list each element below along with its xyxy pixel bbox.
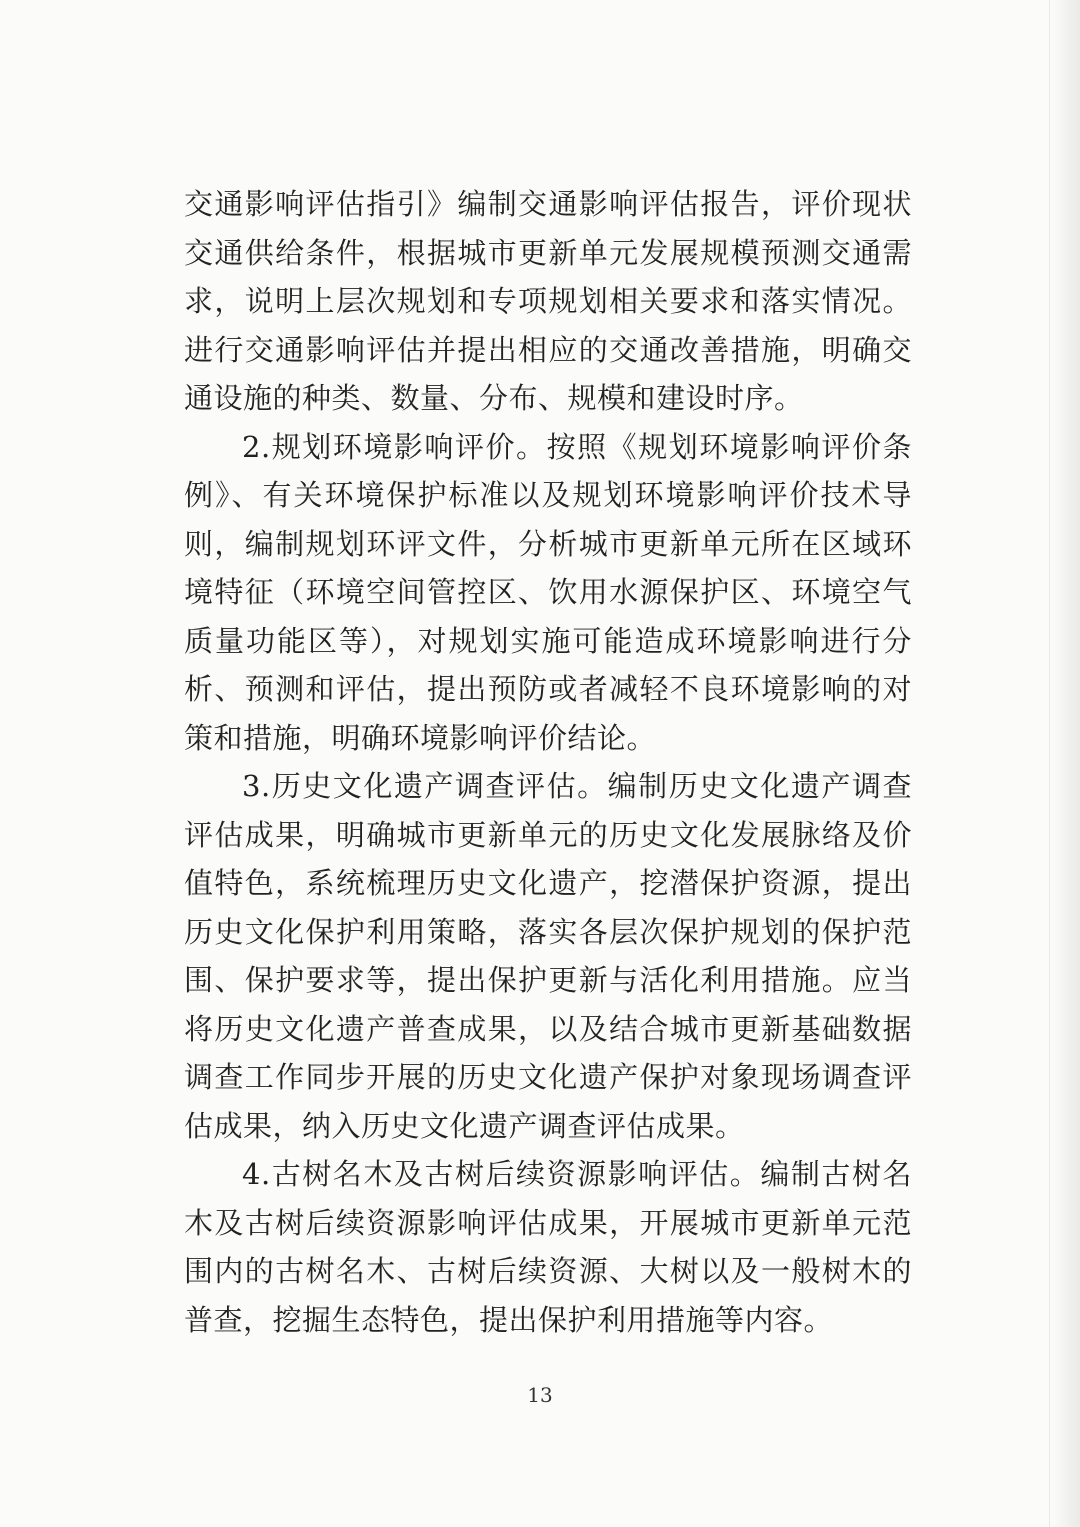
paragraph-traffic-assessment: 交通影响评估指引》编制交通影响评估报告，评价现状交通供给条件，根据城市更新单元发展规模预测交通需求，说明上层次规划和专项规划相关要求和落实情况。进行交通影响评估并提出相应的交通改善措施，明确交通设施的种类、数量、分布、规模和建设时序。 [184, 187, 912, 415]
scan-edge-line [1049, 0, 1050, 1527]
page-number: 13 [527, 1383, 553, 1407]
scan-edge-shadow [1052, 0, 1080, 1527]
document-body [184, 180, 912, 1344]
paragraph-cultural-heritage-survey: 3.历史文化遗产调查评估。编制历史文化遗产调查评估成果，明确城市更新单元的历史文化发展脉络及价值特色，系统梳理历史文化遗产，挖潜保护资源，提出历史文化保护利用策略，落实各层次保护规划的保护范围、保护要求等，提出保护更新与活化利用措施。应当将历史文化遗产普查成果，以及结合城市更新基础数据调查工作同步开展的历史文化遗产保护对象现场调查评估成果，纳入历史文化遗产调查评估成果。 [184, 769, 912, 1143]
paragraph-ancient-trees-assessment: 4.古树名木及古树后续资源影响评估。编制古树名木及古树后续资源影响评估成果，开展城市更新单元范围内的古树名木、古树后续资源、大树以及一般树木的普查，挖掘生态特色，提出保护利用措施等内容。 [184, 1157, 912, 1337]
paragraph-environmental-assessment: 2.规划环境影响评价。按照《规划环境影响评价条例》、有关环境保护标准以及规划环境影响评价技术导则，编制规划环评文件，分析城市更新单元所在区域环境特征（环境空间管控区、饮用水源保护区、环境空气质量功能区等），对规划实施可能造成环境影响进行分析、预测和评估，提出预防或者减轻不良环境影响的对策和措施，明确环境影响评价结论。 [184, 429, 912, 755]
